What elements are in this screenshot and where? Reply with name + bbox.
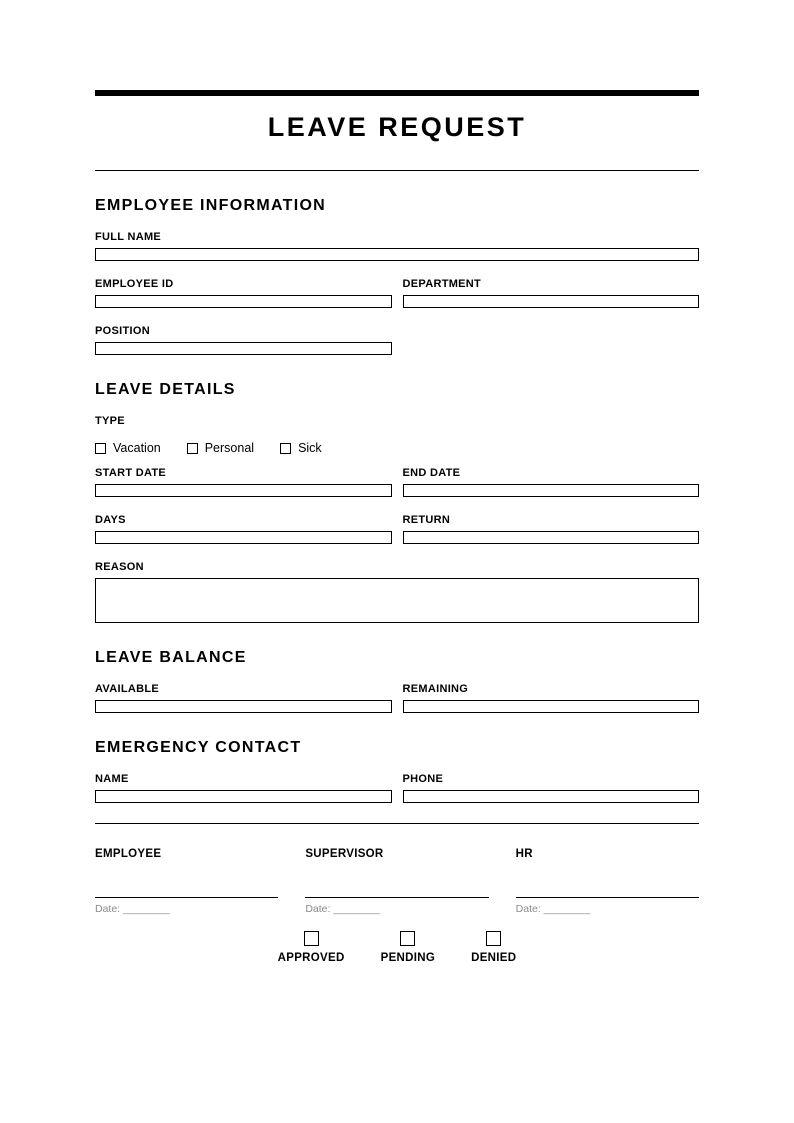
section-heading-emergency-contact: EMERGENCY CONTACT [95,739,302,756]
approved-checkbox-icon[interactable] [304,931,319,946]
remaining-label: REMAINING [402,683,469,695]
field-row-dates [95,467,699,497]
supervisor-date-label: Date: ________ [305,903,381,915]
field-row-id-department [95,278,699,308]
type-option-personal[interactable] [187,441,254,455]
type-label: TYPE [95,415,125,427]
field-end-date [403,467,700,497]
pending-checkbox-icon[interactable] [400,931,415,946]
available-label: AVAILABLE [95,683,160,695]
end-date-label: END DATE [402,467,461,479]
field-position [95,325,392,355]
field-row-days-return [95,514,699,544]
denied-label: DENIED [471,952,517,964]
position-label: POSITION [95,325,150,337]
contact-phone-input[interactable] [403,790,700,803]
signature-col-supervisor [305,848,488,915]
field-reason [95,561,699,623]
employee-id-input[interactable] [95,295,392,308]
field-days [95,514,392,544]
reason-textarea[interactable] [95,578,699,623]
field-department [403,278,700,308]
leave-type-options [95,441,699,455]
department-input[interactable] [403,295,700,308]
personal-checkbox-icon[interactable] [187,443,198,454]
field-start-date [95,467,392,497]
denied-checkbox-icon[interactable] [486,931,501,946]
start-date-input[interactable] [95,484,392,497]
field-employee-id [95,278,392,308]
field-return [403,514,700,544]
contact-name-input[interactable] [95,790,392,803]
position-input[interactable] [95,342,392,355]
contact-phone-label: PHONE [402,773,444,785]
title-divider [95,170,699,171]
vacation-label: Vacation [113,441,161,455]
field-contact-name [95,773,392,803]
employee-signature-line[interactable] [95,860,278,898]
signature-row [95,848,699,915]
approval-option-pending[interactable] [381,931,436,964]
full-name-input[interactable] [95,248,699,261]
end-date-input[interactable] [403,484,700,497]
pending-label: PENDING [380,952,436,964]
field-row-contact [95,773,699,803]
start-date-label: START DATE [95,467,167,479]
days-input[interactable] [95,531,392,544]
approval-status-row [95,931,699,964]
days-label: DAYS [95,514,126,526]
type-option-sick[interactable] [280,441,322,455]
personal-label: Personal [204,441,255,455]
full-name-label: FULL NAME [95,231,162,243]
sick-checkbox-icon[interactable] [280,443,291,454]
field-row-balance [95,683,699,713]
reason-label: REASON [95,561,144,573]
employee-role-label: EMPLOYEE [95,848,162,860]
supervisor-signature-line[interactable] [305,860,488,898]
return-input[interactable] [403,531,700,544]
hr-role-label: HR [515,848,533,860]
signature-col-employee [95,848,278,915]
available-input[interactable] [95,700,392,713]
field-full-name [95,231,699,261]
section-heading-leave-balance: LEAVE BALANCE [95,649,247,666]
supervisor-role-label: SUPERVISOR [305,848,384,860]
hr-signature-line[interactable] [516,860,699,898]
field-contact-phone [403,773,700,803]
approved-label: APPROVED [277,952,345,964]
approval-option-denied[interactable] [471,931,516,964]
hr-date-label: Date: ________ [515,903,591,915]
department-label: DEPARTMENT [402,278,482,290]
employee-id-label: EMPLOYEE ID [95,278,174,290]
signature-col-hr [516,848,699,915]
employee-date-label: Date: ________ [95,903,170,915]
section-heading-employee-information: EMPLOYEE INFORMATION [95,197,327,214]
sick-label: Sick [298,441,322,455]
field-remaining [403,683,700,713]
signature-divider [95,823,699,824]
return-label: RETURN [402,514,451,526]
section-heading-leave-details: LEAVE DETAILS [95,381,236,398]
header-bar [95,90,699,96]
vacation-checkbox-icon[interactable] [95,443,106,454]
field-available [95,683,392,713]
approval-option-approved[interactable] [278,931,345,964]
remaining-input[interactable] [403,700,700,713]
contact-name-label: NAME [95,773,129,785]
type-option-vacation[interactable] [95,441,161,455]
page-title: LEAVE REQUEST [267,112,527,142]
